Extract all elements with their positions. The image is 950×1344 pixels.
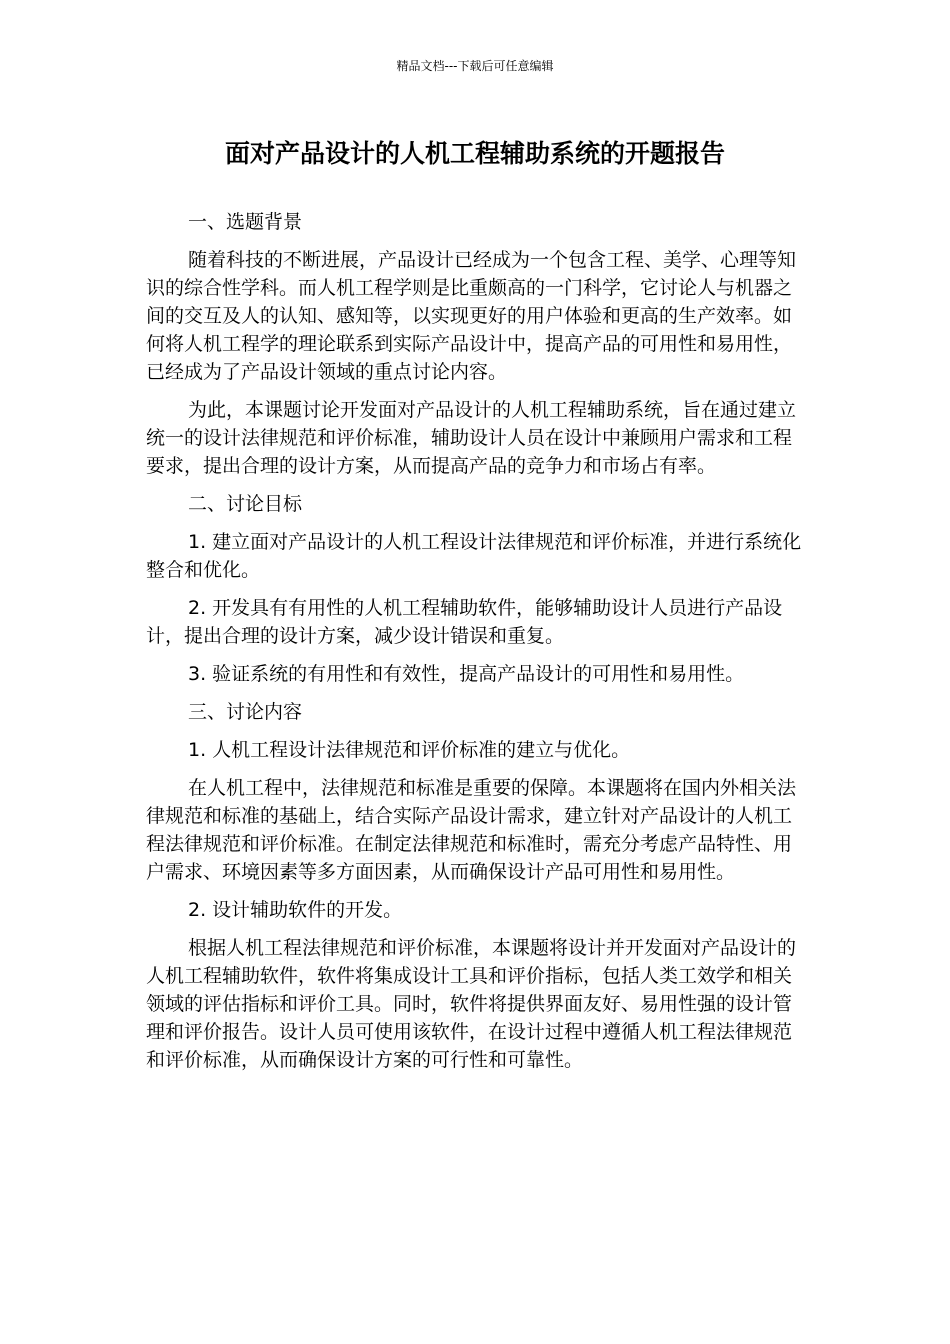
paragraph-background-2: 为此，本课题讨论开发面对产品设计的人机工程辅助系统，旨在通过建立统一的设计法律规范和评价标准，辅助设计人员在设计中兼顾用户需求和工程要求，提出合理的设计方案，从而提高产品的竞争力和市场占有率。 <box>146 399 797 477</box>
content-subheading-1: 1. 人机工程设计法律规范和评价标准的建立与优化。 <box>188 739 631 761</box>
document-body <box>146 208 806 1084</box>
section-heading-background: 一、选题背景 <box>188 211 303 233</box>
content-paragraph-1: 在人机工程中，法律规范和标准是重要的保障。本课题将在国内外相关法律规范和标准的基础上，结合实际产品设计需求，建立针对产品设计的人机工程法律规范和评价标准。在制定法律规范和标准时，需充分考虑产品特性、用户需求、环境因素等多方面因素，从而确保设计产品可用性和易用性。 <box>146 777 797 883</box>
section-heading-goals: 二、讨论目标 <box>188 493 303 515</box>
goal-item-1: 1. 建立面对产品设计的人机工程设计法律规范和评价标准，并进行系统化整合和优化。 <box>146 531 802 581</box>
content-subheading-2: 2. 设计辅助软件的开发。 <box>188 899 403 921</box>
paragraph-background-1: 随着科技的不断进展，产品设计已经成为一个包含工程、美学、心理等知识的综合性学科。而人机工程学则是比重颇高的一门科学，它讨论人与机器之间的交互及人的认知、感知等，以实现更好的用户体验和更高的生产效率。如何将人机工程学的理论联系到实际产品设计中，提高产品的可用性和易用性，已经成为了产品设计领域的重点讨论内容。 <box>146 249 797 383</box>
section-heading-content: 三、讨论内容 <box>188 701 303 723</box>
content-paragraph-2: 根据人机工程法律规范和评价标准，本课题将设计并开发面对产品设计的人机工程辅助软件，软件将集成设计工具和评价指标，包括人类工效学和相关领域的评估指标和评价工具。同时，软件将提供界面友好、易用性强的设计管理和评价报告。设计人员可使用该软件，在设计过程中遵循人机工程法律规范和评价标准，从而确保设计方案的可行性和可靠性。 <box>146 937 797 1071</box>
goal-item-3: 3. 验证系统的有用性和有效性，提高产品设计的可用性和易用性。 <box>188 663 745 685</box>
document-title: 面对产品设计的人机工程辅助系统的开题报告 <box>224 139 725 168</box>
page-header-note: 精品文档---下载后可任意编辑 <box>396 59 554 73</box>
goal-item-2: 2. 开发具有有用性的人机工程辅助软件，能够辅助设计人员进行产品设计，提出合理的设计方案，减少设计错误和重复。 <box>146 597 783 647</box>
